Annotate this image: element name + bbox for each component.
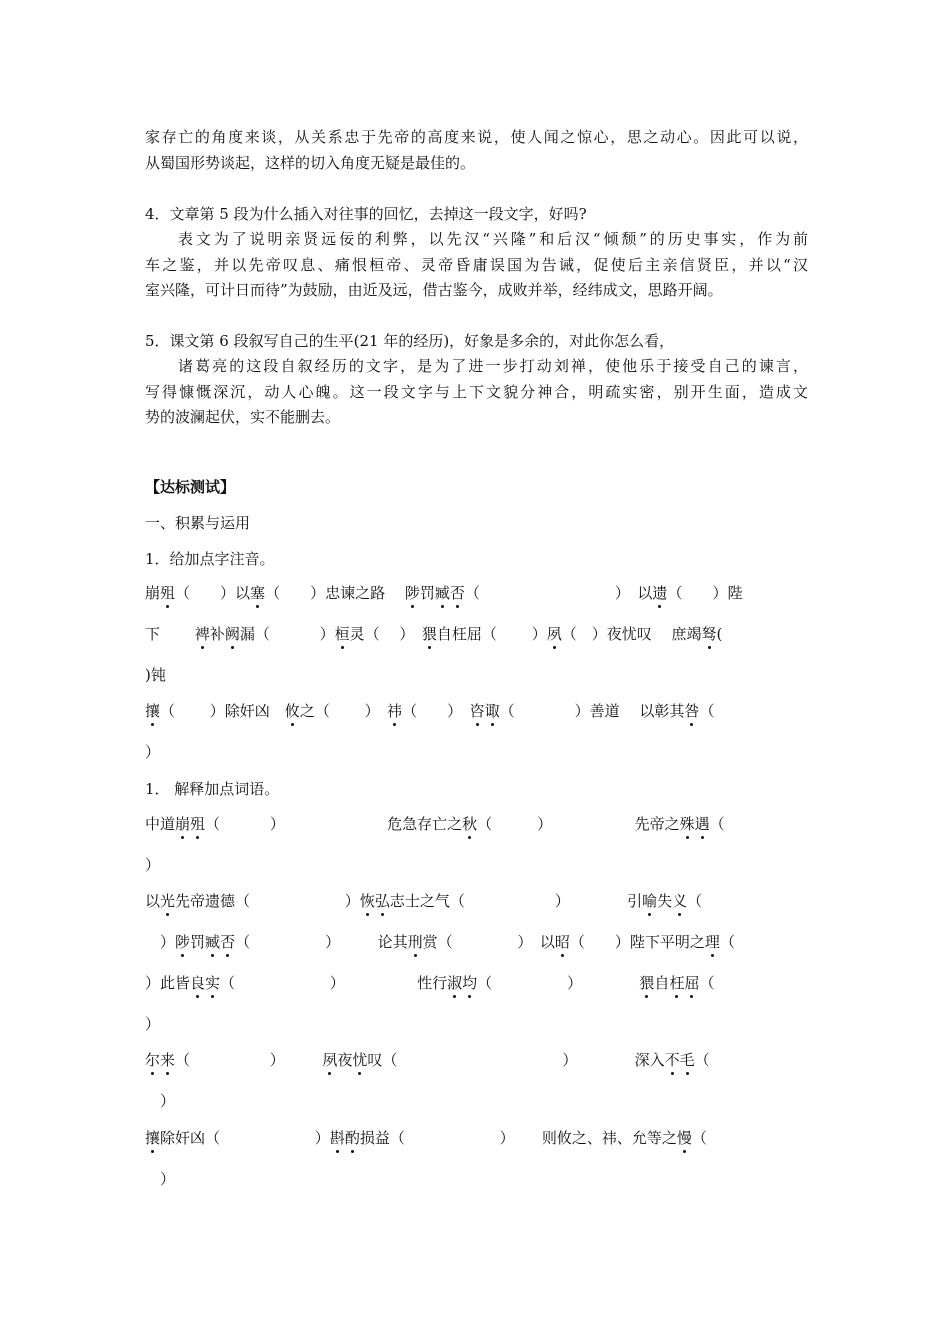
pinyin-line: ）	[145, 743, 161, 761]
vocab-line: 尔来（ ） 夙夜忧叹（ ） 深入不毛（	[145, 1051, 710, 1069]
pinyin-line: )钝	[145, 666, 166, 684]
vocab-line: 以光先帝遗德（ ）恢弘志士之气（ ） 引喻失义（	[145, 892, 703, 910]
answer-4-line: 室兴隆，可计日而待”为鼓励，由近及远，借古鉴今，成败并举，经纬成文，思路开阔。	[145, 281, 723, 299]
vocab-line: ）	[145, 1092, 176, 1110]
answer-5-line: 诸葛亮的这段自叙经历的文字，是为了进一步打动刘禅，使他乐于接受自己的谏言，	[178, 357, 808, 375]
vocab-line: 攘除奸凶（ ）斟酌损益（ ） 则攸之、祎、允等之慢（	[145, 1129, 707, 1147]
answer-4-line: 车之鉴，并以先帝叹息、痛恨桓帝、灵帝昏庸误国为告诫，促使后主亲信贤臣，并以“汉	[145, 256, 808, 274]
vocab-line: ）陟罚臧否（ ） 论其刑赏（ ） 以昭（ ）陛下平明之理（	[145, 933, 735, 951]
vocab-line: ）	[145, 856, 161, 874]
section-part-title: 一、积累与运用	[145, 514, 251, 532]
paragraph-line: 从蜀国形势谈起，这样的切入角度无疑是最佳的。	[145, 154, 476, 172]
question-5: 5．课文第 6 段叙写自己的生平(21 年的经历)，好象是多余的，对此你怎么看，	[145, 332, 675, 350]
question-1-title: 1．给加点字注音。	[145, 550, 275, 568]
answer-4-line: 表文为了说明亲贤远佞的利弊，以先汉“兴隆”和后汉“倾颓”的历史事实，作为前	[178, 230, 808, 248]
pinyin-line: 下 裨补阙漏（ ）桓灵（ ） 猥自枉屈（ ）夙（ ）夜忧叹 庶竭驽(	[145, 625, 723, 643]
pinyin-line: 崩殂（ ）以塞（ ）忠谏之路 陟罚臧否（ ） 以遗（ ）陛	[145, 584, 743, 602]
answer-5-line: 写得慷慨深沉，动人心魄。这一段文字与上下文貌分神合，明疏实密，别开生面，造成文	[145, 383, 808, 401]
vocab-line: 中道崩殂（ ） 危急存亡之秋（ ） 先帝之殊遇（	[145, 815, 725, 833]
vocab-line: ）此皆良实（ ） 性行淑均（ ） 猥自枉屈（	[145, 974, 715, 992]
pinyin-line: 攘（ ）除奸凶 攸之（ ） 祎（ ） 咨诹（ ）善道 以彰其咎（	[145, 702, 715, 720]
section-heading: 【达标测试】	[145, 478, 236, 496]
answer-5-line: 势的波澜起伏，实不能删去。	[145, 408, 341, 426]
question-1b-title: 1． 解释加点词语。	[145, 780, 280, 798]
paragraph-line: 家存亡的角度来谈，从关系忠于先帝的高度来说，使人闻之惊心，思之动心。因此可以说，	[145, 128, 808, 146]
question-4: 4．文章第 5 段为什么插入对往事的回忆，去掉这一段文字，好吗?	[145, 205, 587, 223]
vocab-line: ）	[145, 1015, 161, 1033]
vocab-line: ）	[145, 1170, 176, 1188]
